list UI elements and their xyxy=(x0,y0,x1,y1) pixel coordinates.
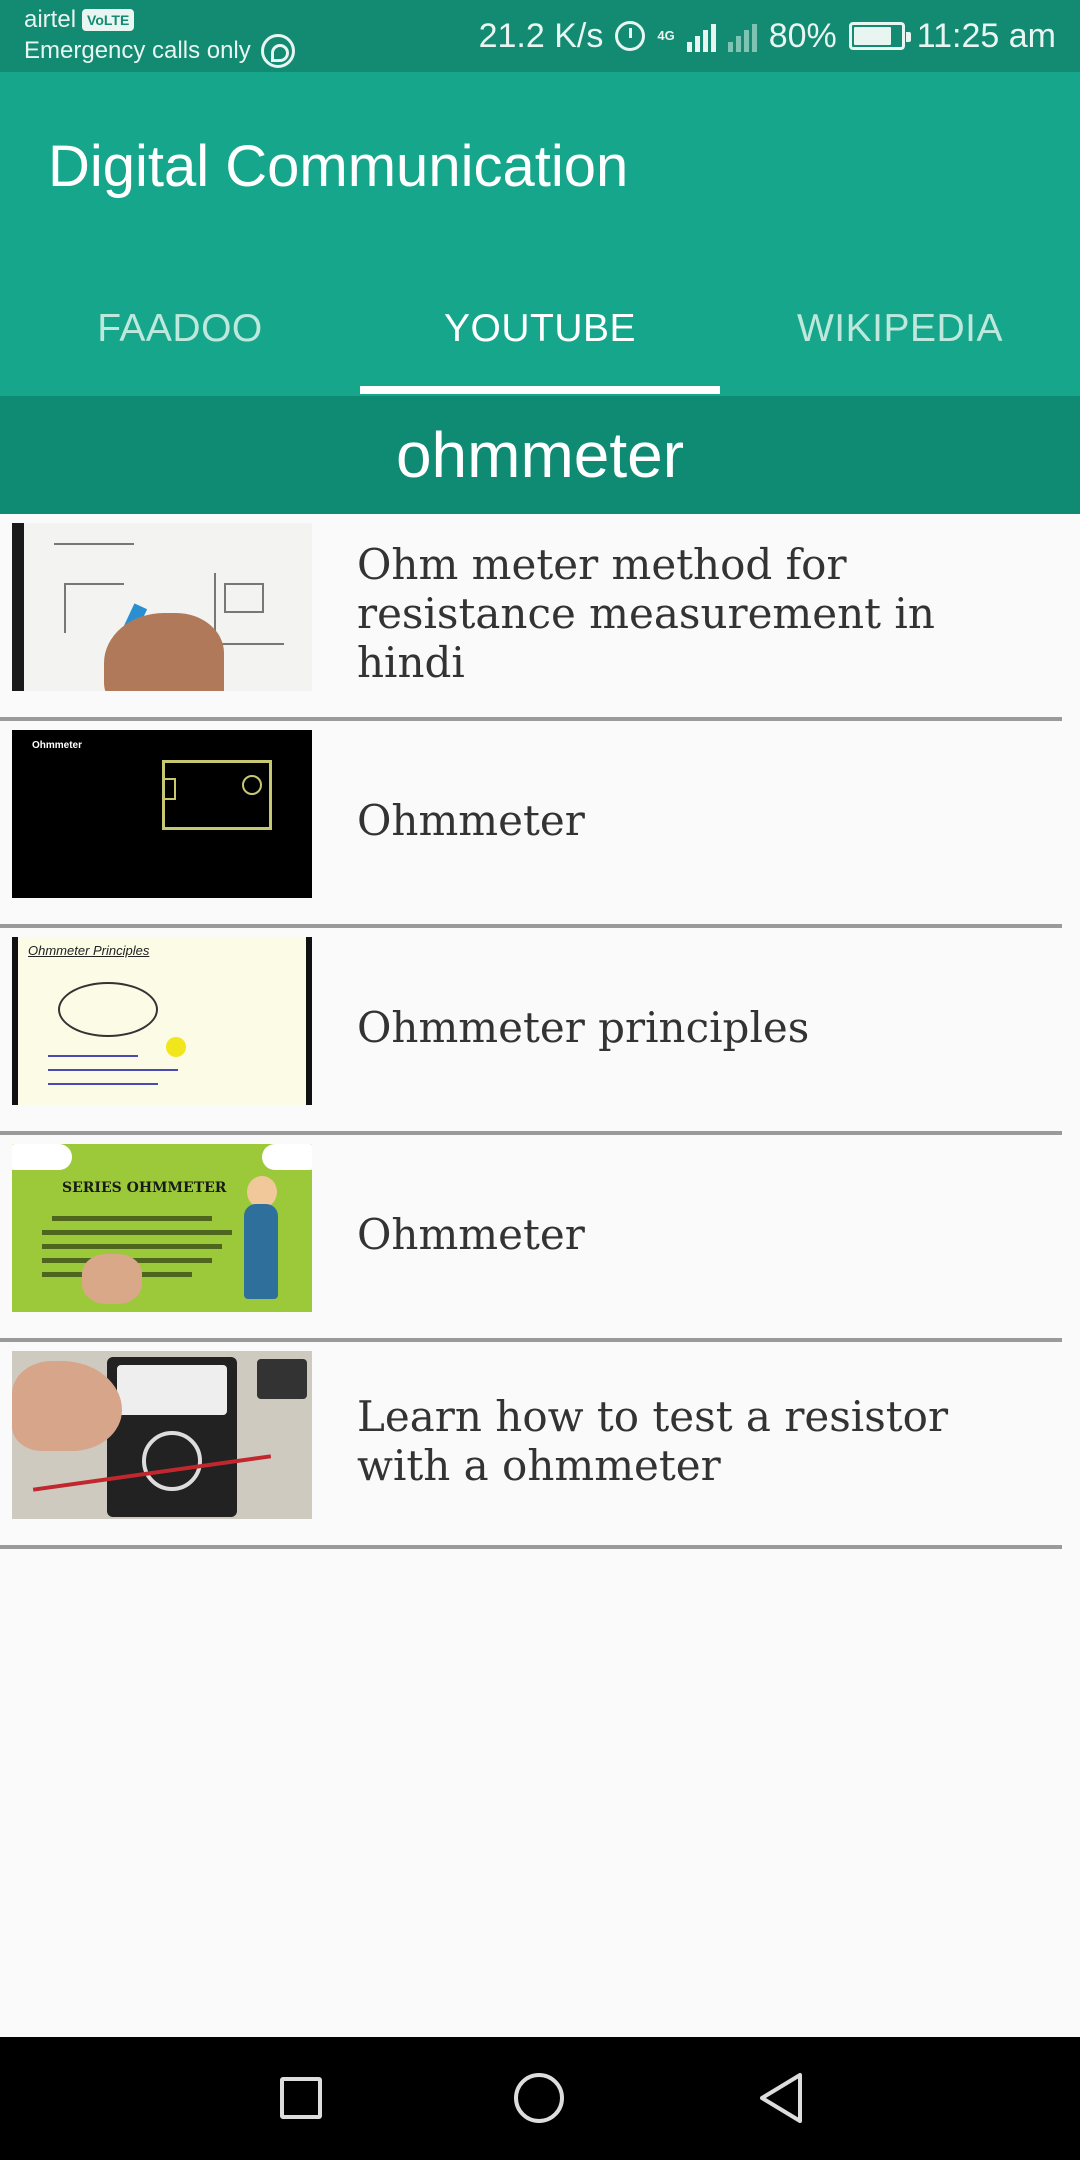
system-nav-bar xyxy=(0,2037,1080,2160)
recents-square-icon[interactable] xyxy=(280,2077,322,2119)
clock: 11:25 am xyxy=(916,17,1056,55)
tab-youtube[interactable]: YOUTUBE xyxy=(360,262,720,396)
battery-percent: 80% xyxy=(768,17,837,55)
app-title: Digital Communication xyxy=(48,134,629,199)
tab-faadoo[interactable]: FAADOO xyxy=(97,307,263,350)
video-title[interactable]: Ohmmeter xyxy=(357,795,585,845)
signal-sim2-icon xyxy=(728,20,757,52)
tab-bar xyxy=(0,262,1080,396)
list-item[interactable] xyxy=(0,1135,1062,1342)
thumbnail-label: SERIES OHMMETER xyxy=(62,1180,227,1196)
search-query-text: ohmmeter xyxy=(395,419,685,491)
home-circle-icon[interactable] xyxy=(514,2073,564,2123)
status-left xyxy=(24,6,295,68)
video-thumbnail[interactable] xyxy=(12,523,312,691)
status-right xyxy=(479,14,1056,58)
thumbnail-label: Ohmmeter xyxy=(32,740,83,751)
search-query-header xyxy=(0,396,1080,514)
video-thumbnail[interactable] xyxy=(12,1144,312,1312)
emergency-text: Emergency calls only xyxy=(24,37,251,64)
battery-icon xyxy=(849,22,905,50)
list-item[interactable] xyxy=(0,721,1062,928)
app-bar xyxy=(0,72,1080,396)
network-type xyxy=(657,29,674,43)
video-title[interactable]: Ohmmeter xyxy=(357,1209,585,1259)
list-item[interactable] xyxy=(0,1342,1062,1549)
video-thumbnail[interactable] xyxy=(12,730,312,898)
list-item[interactable] xyxy=(0,928,1062,1135)
list-item[interactable] xyxy=(0,514,1062,721)
status-bar xyxy=(0,0,1080,72)
carrier-name: airtel xyxy=(24,6,77,33)
whatsapp-icon xyxy=(261,34,295,68)
results-list xyxy=(0,514,1080,1549)
video-title[interactable]: Learn how to test a resistor with a ohmmeter xyxy=(357,1392,949,1490)
tab-wikipedia[interactable]: WIKIPEDIA xyxy=(796,307,1004,350)
video-title[interactable]: Ohm meter method for resistance measurement in hindi xyxy=(357,539,935,687)
network-speed: 21.2 K/s xyxy=(478,17,604,55)
alarm-icon xyxy=(615,21,645,51)
video-thumbnail[interactable] xyxy=(12,937,312,1105)
signal-icon xyxy=(687,20,716,52)
video-thumbnail[interactable] xyxy=(12,1351,312,1519)
back-triangle-icon[interactable] xyxy=(756,2071,806,2125)
battery-fill xyxy=(854,27,891,45)
video-title[interactable]: Ohmmeter principles xyxy=(357,1002,810,1052)
volte-badge: VoLTE xyxy=(82,9,134,31)
thumbnail-label: Ohmmeter Principles xyxy=(28,943,150,958)
network-type-label: 4G xyxy=(657,28,675,43)
